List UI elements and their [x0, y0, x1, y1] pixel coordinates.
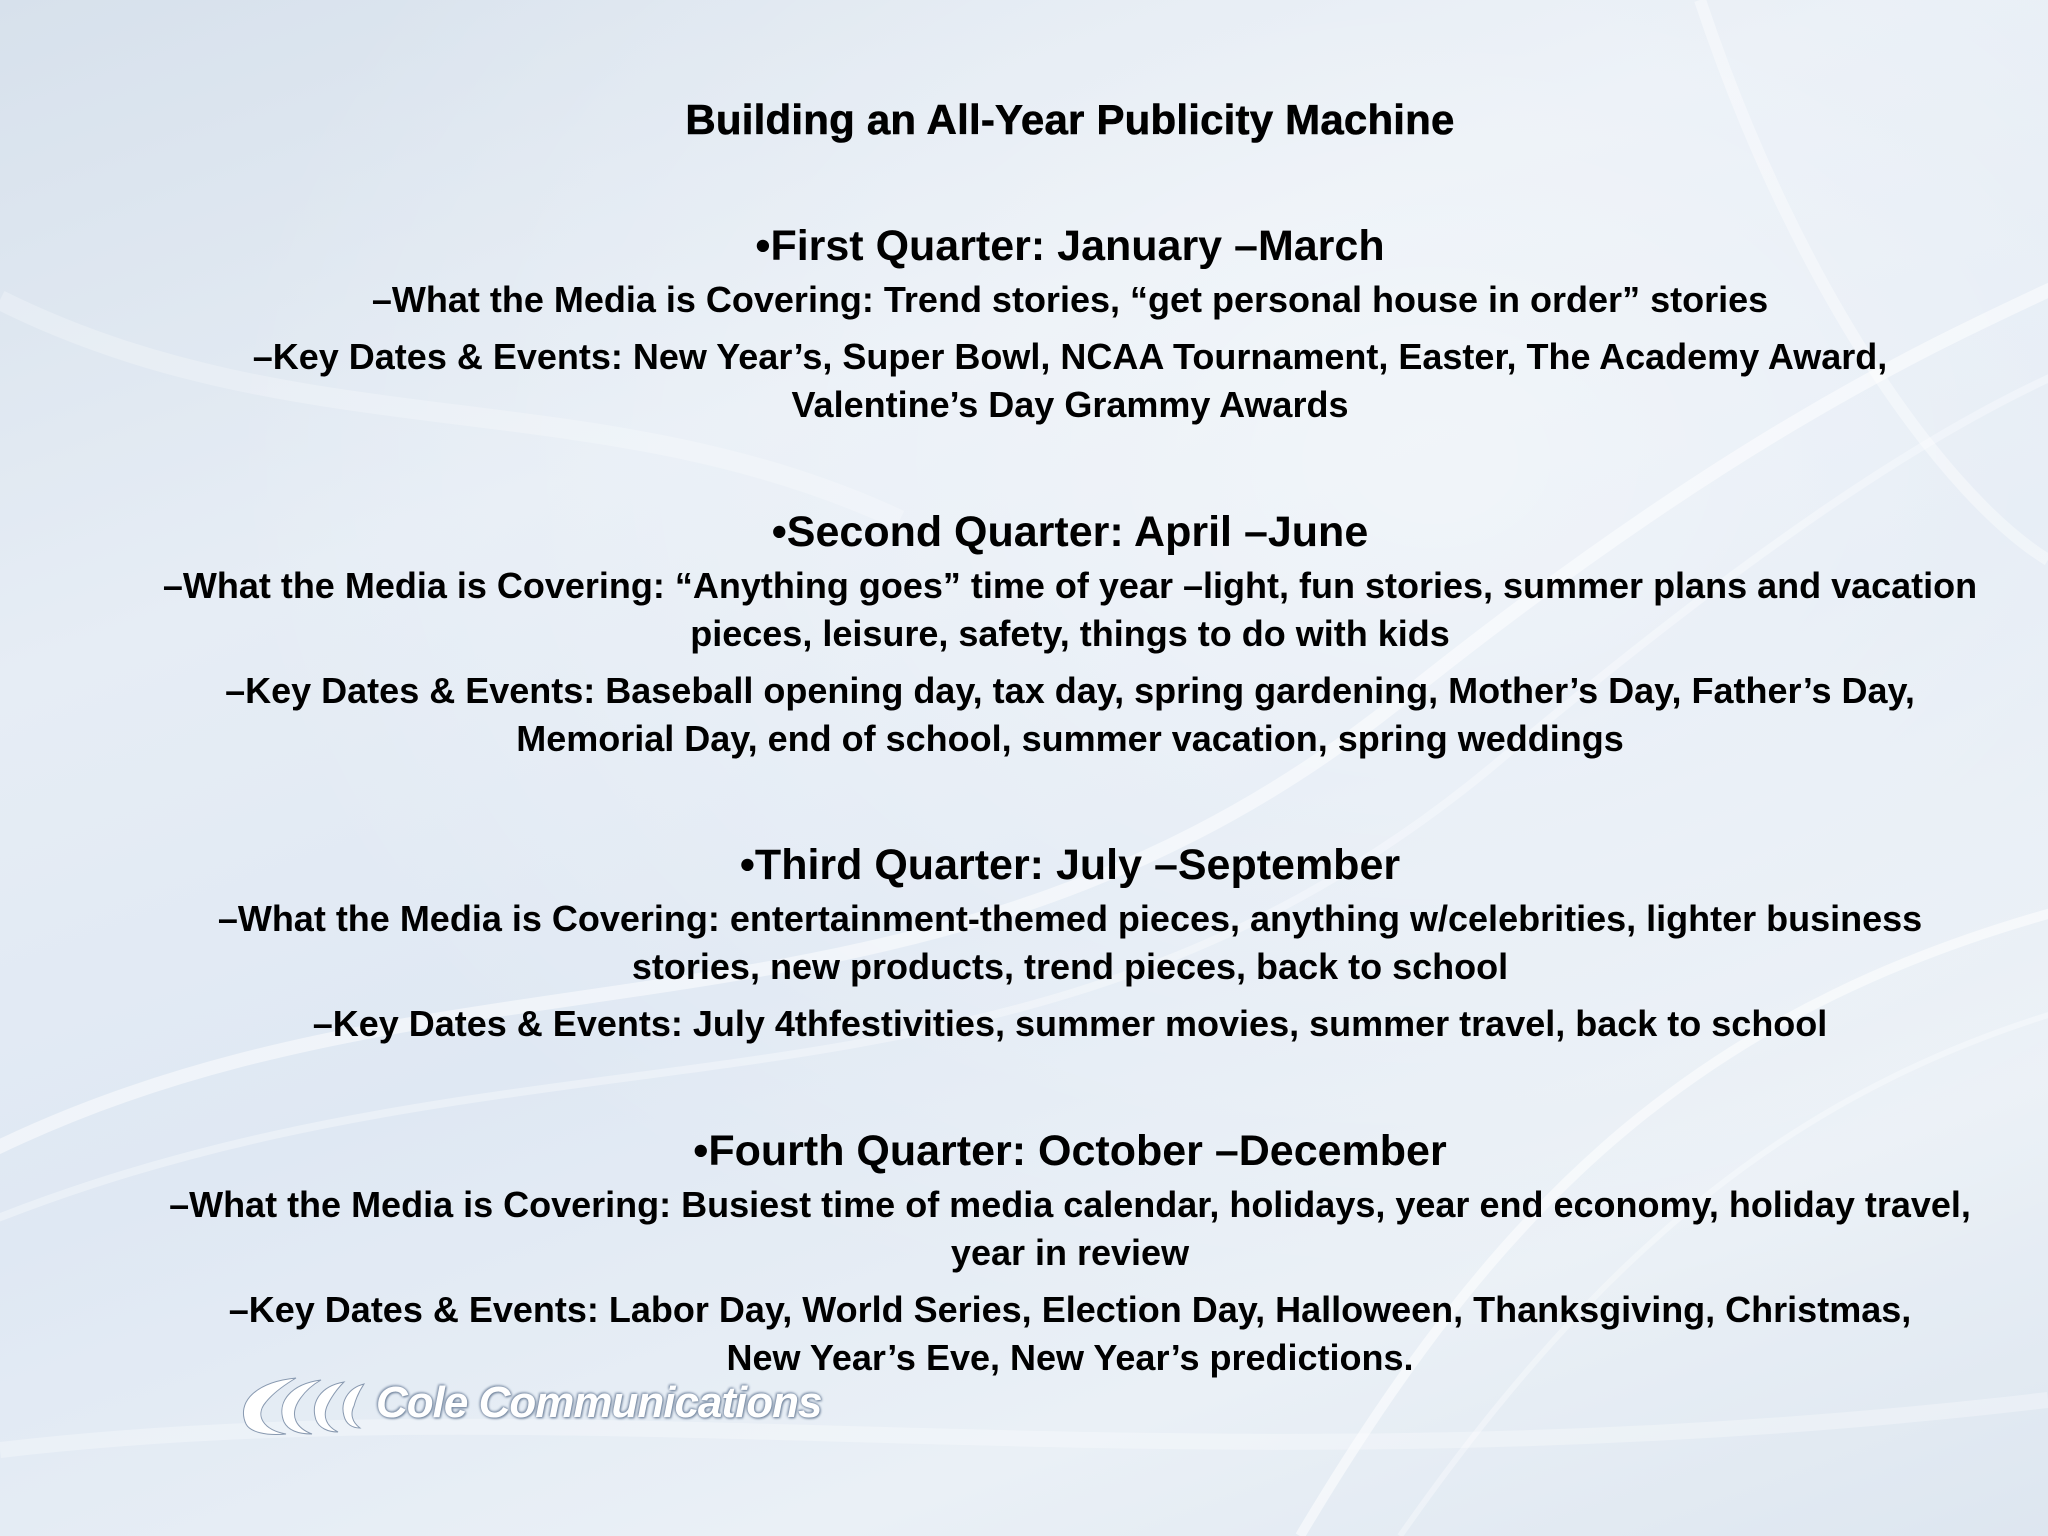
cole-swoosh-logo-icon — [236, 1372, 376, 1442]
quarter-section-second — [150, 506, 1990, 772]
cole-communications-logo — [236, 1372, 856, 1442]
key-dates-line: –Key Dates & Events: Labor Day, World Series, Election Day, Halloween, Thanksgiving, Christmas, New Year’s Eve, New Year’s predictions. — [228, 1289, 1912, 1378]
key-dates-line: –Key Dates & Events: July 4thfestivities, summer movies, summer travel, back to school — [312, 1003, 1828, 1044]
logo-text: Cole Communications — [376, 1378, 822, 1427]
quarter-section-third — [150, 839, 1990, 1057]
media-coverage-line: –What the Media is Covering: Trend stories, “get personal house in order” stories — [371, 279, 1769, 320]
quarter-section-first — [150, 220, 1990, 438]
key-dates-line: –Key Dates & Events: Baseball opening day, tax day, spring gardening, Mother’s Day, Father’s Day, Memorial Day, end of school, summer vacation, spring weddings — [225, 670, 1915, 759]
media-coverage-line: –What the Media is Covering: entertainment-themed pieces, anything w/celebrities, lighter business stories, new products, trend pieces, back to school — [217, 898, 1923, 987]
slide-title: Building an All-Year Publicity Machine — [685, 96, 1455, 143]
quarter-heading: •Fourth Quarter: October –December — [693, 1127, 1447, 1175]
key-dates-line: –Key Dates & Events: New Year’s, Super Bowl, NCAA Tournament, Easter, The Academy Award, Valentine’s Day Grammy Awards — [252, 336, 1888, 425]
media-coverage-line: –What the Media is Covering: “Anything goes” time of year –light, fun stories, summer plans and vacation pieces, leisure, safety, things to do with kids — [162, 565, 1978, 654]
quarter-section-fourth — [150, 1125, 1990, 1391]
media-coverage-line: –What the Media is Covering: Busiest time of media calendar, holidays, year end economy, holiday travel, year in review — [169, 1184, 1971, 1273]
quarter-heading: •Third Quarter: July –September — [739, 841, 1401, 889]
quarter-heading: •First Quarter: January –March — [755, 222, 1385, 270]
quarter-heading: •Second Quarter: April –June — [771, 508, 1369, 556]
